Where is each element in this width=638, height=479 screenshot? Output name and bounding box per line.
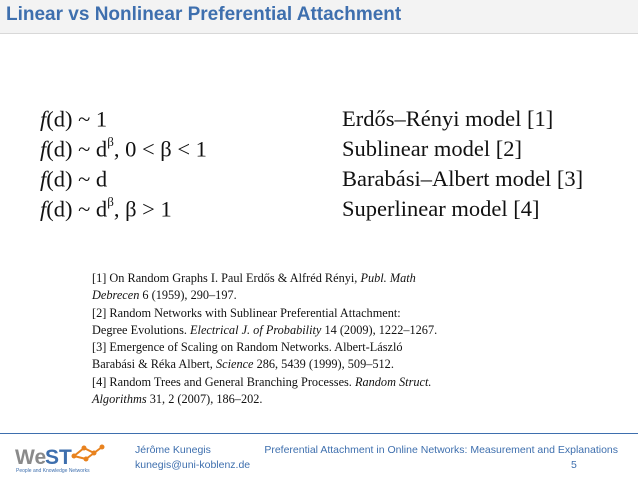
footer-page-number: 5	[571, 459, 577, 471]
logo-wordmark-left: We	[15, 446, 47, 469]
reference-line	[92, 305, 532, 322]
logo-tagline: People and Knowledge Networks	[16, 468, 90, 474]
reference-italic: Electrical J. of Probability	[190, 322, 322, 337]
reference-italic: Publ. Math	[360, 271, 416, 285]
reference-text: Barabási & Réka Albert,	[92, 357, 216, 372]
title-bar	[0, 0, 638, 34]
reference-line	[92, 374, 532, 391]
reference-italic: Debrecen	[92, 288, 140, 303]
formula-row	[40, 196, 630, 226]
model-name: Superlinear model [4]	[342, 196, 540, 221]
model-name: Barabási–Albert model [3]	[342, 166, 584, 191]
formula-exponent: β	[107, 134, 114, 149]
formula-condition: , 0 < β < 1	[113, 136, 207, 162]
reference-italic: Random Struct.	[354, 374, 432, 389]
reference-list	[92, 270, 532, 408]
reference-text: [4] Random Trees and General Branching Processes.	[92, 374, 355, 389]
reference-italic: Algorithms	[92, 392, 147, 407]
reference-line	[92, 270, 532, 287]
formula-argument: (d) ~ d	[46, 166, 108, 192]
reference-line	[92, 322, 532, 339]
footer-author: Jérôme Kunegis	[135, 444, 211, 456]
logo-network-icon	[72, 445, 105, 462]
reference-line	[92, 287, 532, 304]
formula-expression	[40, 106, 107, 133]
logo-wordmark-right: ST	[45, 446, 72, 469]
reference-italic: Science	[215, 357, 254, 372]
formula-condition: , β > 1	[113, 196, 172, 222]
reference-text: Degree Evolutions.	[92, 322, 191, 337]
reference-text: 6 (1959), 290–197.	[139, 288, 237, 303]
model-name: Erdős–Rényi model [1]	[342, 106, 554, 131]
formula-function: f	[40, 106, 47, 132]
footer-talk-title: Preferential Attachment in Online Networks: Measurement and Explanations	[264, 444, 618, 456]
west-logo	[14, 442, 119, 474]
formula-argument: (d) ~ d	[46, 136, 108, 162]
formula-row	[40, 106, 630, 136]
formula-function: f	[40, 136, 47, 162]
reference-text: [1] On Random Graphs I. Paul Erdős & Alfréd Rényi,	[92, 271, 361, 285]
formula-function: f	[40, 196, 47, 222]
formula-argument: (d) ~ d	[46, 196, 108, 222]
reference-line	[92, 391, 532, 408]
slide-title: Linear vs Nonlinear Preferential Attachment	[6, 4, 402, 25]
model-name: Sublinear model [2]	[342, 136, 522, 161]
formula-row	[40, 166, 630, 196]
reference-text: [3] Emergence of Scaling on Random Networks. Albert-László	[92, 340, 403, 355]
footer-divider	[0, 433, 638, 434]
reference-line	[92, 339, 532, 356]
formula-argument: (d) ~ 1	[46, 106, 108, 132]
reference-text: 31, 2 (2007), 186–202.	[146, 392, 263, 407]
reference-line	[92, 356, 532, 373]
reference-text: 286, 5439 (1999), 509–512.	[253, 357, 394, 372]
formula-function: f	[40, 166, 47, 192]
formula-expression	[40, 196, 172, 223]
reference-text: 14 (2009), 1222–1267.	[321, 322, 438, 337]
footer-email: kunegis@uni-koblenz.de	[135, 459, 251, 471]
formula-row	[40, 136, 630, 166]
formula-expression	[40, 136, 207, 163]
formula-expression	[40, 166, 107, 193]
reference-text: [2] Random Networks with Sublinear Preferential Attachment:	[92, 305, 401, 320]
formula-exponent: β	[107, 194, 114, 209]
